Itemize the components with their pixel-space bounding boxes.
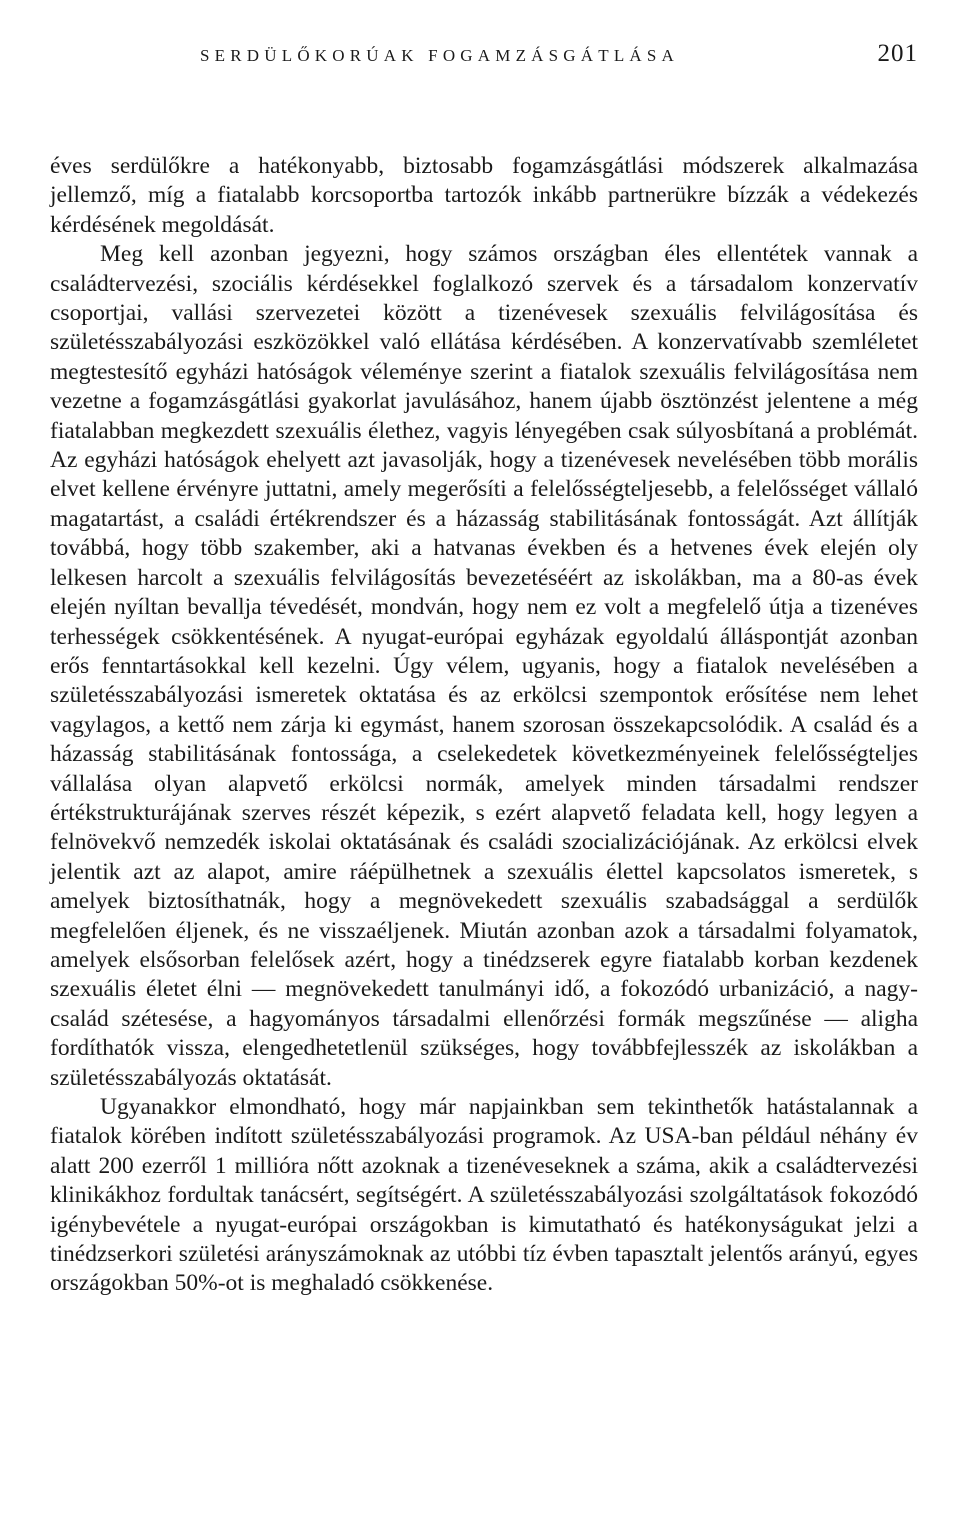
running-header	[50, 40, 918, 84]
running-title: SERDÜLŐKORÚAK FOGAMZÁSGÁTLÁSA	[200, 46, 680, 65]
document-page	[50, 40, 918, 1500]
page-number: 201	[877, 40, 918, 67]
body-text	[50, 152, 918, 1299]
paragraph: Meg kell azonban jegyezni, hogy számos országban éles ellentétek vannak a családtervezési, szociális kérdésekkel foglalkozó szervek és a társadalom konzervatív csoportjai, vallási szervezetei között a tizenévesek szexuális felvilágosítása és születésszabályozási eszközökkel való ellátása kérdésében. A konzervatívabb szemléletet megtestesítő egyházi hatóságok véleménye szerint a fiatalok szexuális felvilágosítása nem vezetne a fogamzásgátlási gyakorlat javulásához, hanem újabb ösztönzést jelentene a még fiatalabban megkezdett szexuális élethez, vagyis lényegében csak súlyosbítaná a problémát. Az egyházi hatóságok ehelyett azt javasolják, hogy a tizenévesek nevelésében több morális elvet kellene érvényre juttatni, amely megerősíti a felelősségteljesebb, a felelősséget vállaló magatartást, a családi értékrendszer és a házasság stabilitásának fontosságát. Azt állítják továbbá, hogy több szakember, aki a hatvanas években és a hetvenes évek elején oly lelkesen harcolt a szexuális felvilágosítás bevezetéséért az iskolákban, ma a 80-as évek elején nyíltan bevallja tévedését, mondván, hogy nem ez volt a megfelelő útja a tizenéves terhességek csökkentésének. A nyugat-európai egyházak egyoldalú álláspontját azonban erős fenntartásokkal kell kezelni. Úgy vélem, ugyanis, hogy a fiatalok nevelésében a születésszabályozási ismeretek oktatása és az erkölcsi szempontok erősítése nem lehet vagylagos, a kettő nem zárja ki egymást, hanem szorosan összekapcsolódik. A család és a házasság stabilitásának fontossága, a cselekedetek következményeinek felelősségteljes vállalása olyan alapvető erkölcsi normák, amelyek minden társadalmi rendszer értékstrukturájának szerves részét képezik, s ezért alapvető feladata kell, hogy legyen a felnövekvő nemzedék iskolai oktatásának és családi szocializációjának. Az erkölcsi elvek jelentik azt az alapot, amire ráépülhetnek a szexuális élettel kapcsolatos ismeretek, s amelyek biztosíthatnák, hogy a megnövekedett szexuális szabadsággal a serdülők megfelelően éljenek, és ne visszaéljenek. Miután azonban azok a társadalmi folyamatok, amelyek elsősorban felelősek azért, hogy a tinédzserek egyre fiatalabb korban kezdenek szexuális életet élni — megnövekedett tanulmányi idő, a fokozódó urbanizáció, a nagycsalád szétesése, a hagyományos társadalmi ellenőrzési formák megszűnése — aligha fordíthatók vissza, elengedhetetlenül szükséges, hogy továbbfejlesszék az iskolákban a születésszabályozás oktatását.	[50, 241, 918, 1091]
paragraph-continued: éves serdülőkre a hatékonyabb, biztosabb fogamzásgátlási módszerek alkalmazása jellemző, míg a fiatalabb korcsoportba tartozók inkább partnerükre bízzák a védekezés kérdésének megoldását.	[50, 153, 918, 238]
paragraph: Ugyanakkor elmondható, hogy már napjainkban sem tekinthetők hatástalannak a fiatalok körében indított születésszabályozási programok. Az USA-ban például néhány év alatt 200 ezerről 1 millióra nőtt azoknak a tizenéveseknek a száma, akik a családtervezési klinikákhoz fordultak tanácsért, segítségért. A születésszabályozási szolgáltatások fokozódó igénybevétele a nyugat-európai országokban is kimutatható és hatékonyságukat jelzi a tinédzserkori születési arányszámoknak az utóbbi tíz évben tapasztalt jelentős arányú, egyes országokban 50%-ot is meghaladó csökkenése.	[50, 1094, 918, 1297]
